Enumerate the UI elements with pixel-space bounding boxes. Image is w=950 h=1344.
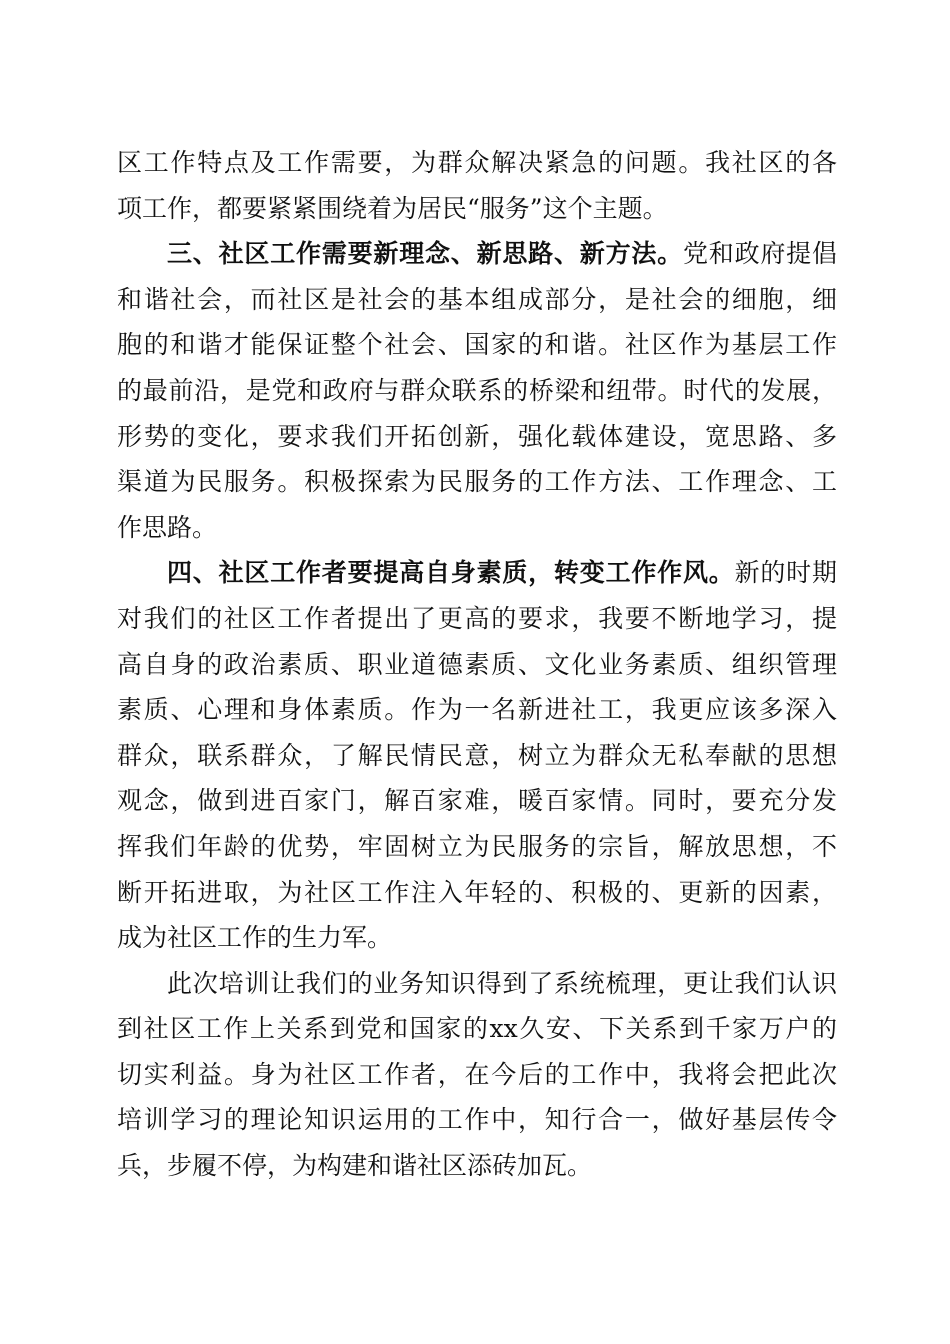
text-line: 此次培训让我们的业务知识得到了系统梳理，更让我们认识 [167,968,837,998]
text-line: 渠道为民服务。积极探索为民服务的工作方法、工作理念、工 [117,467,837,497]
text-line: 挥我们年龄的优势，牢固树立为民服务的宗旨，解放思想，不 [117,831,837,861]
text-line: 对我们的社区工作者提出了更高的要求，我要不断地学习，提 [117,603,837,633]
paragraph-self-improvement [117,550,837,960]
text-line: 切实利益。身为社区工作者，在今后的工作中，我将会把此次 [117,1059,837,1089]
paragraph-service-theme [117,140,837,231]
text-line: 观念，做到进百家门，解百家难，暖百家情。同时，要充分发 [117,786,837,816]
text-line: 断开拓进取，为社区工作注入年轻的、积极的、更新的因素， [117,877,837,907]
section-heading-four: 四、社区工作者要提高自身素质，转变工作作风。 [167,558,735,588]
paragraph-conclusion [117,961,837,1189]
text-line: 和谐社会，而社区是社会的基本组成部分，是社会的细胞，细 [117,284,837,314]
text-fragment: 党和政府提倡 [682,239,837,269]
text-line: 高自身的政治素质、职业道德素质、文化业务素质、组织管理 [117,649,837,679]
text-line: 区工作特点及工作需要，为群众解决紧急的问题。我社区的各 [117,148,837,177]
section-heading-three: 三、社区工作需要新理念、新思路、新方法。 [167,239,683,269]
text-line: 作思路。 [117,512,218,542]
text-line [117,231,837,277]
text-line: 到社区工作上关系到党和国家的xx久安、下关系到千家万户的 [117,1014,837,1044]
text-line: 兵，步履不停，为构建和谐社区添砖加瓦。 [117,1151,593,1181]
text-line [117,550,837,596]
text-line: 群众，联系群众，了解民情民意，树立为群众无私奉献的思想 [117,740,837,770]
text-line: 成为社区工作的生力军。 [117,923,393,953]
paragraph-new-ideas [117,231,837,550]
text-fragment: 新的时期 [734,558,837,588]
text-line: 项工作，都要紧紧围绕着为居民“服务”这个主题。 [117,193,668,223]
text-line: 培训学习的理论知识运用的工作中，知行合一，做好基层传令 [117,1105,837,1135]
text-line: 素质、心理和身体素质。作为一名新进社工，我更应该多深入 [117,695,837,725]
text-line: 的最前沿，是党和政府与群众联系的桥梁和纽带。时代的发展， [117,375,837,405]
document-body [117,140,837,1189]
text-line: 形势的变化，要求我们开拓创新，强化载体建设，宽思路、多 [117,421,837,451]
text-line: 胞的和谐才能保证整个社会、国家的和谐。社区作为基层工作 [117,330,837,360]
